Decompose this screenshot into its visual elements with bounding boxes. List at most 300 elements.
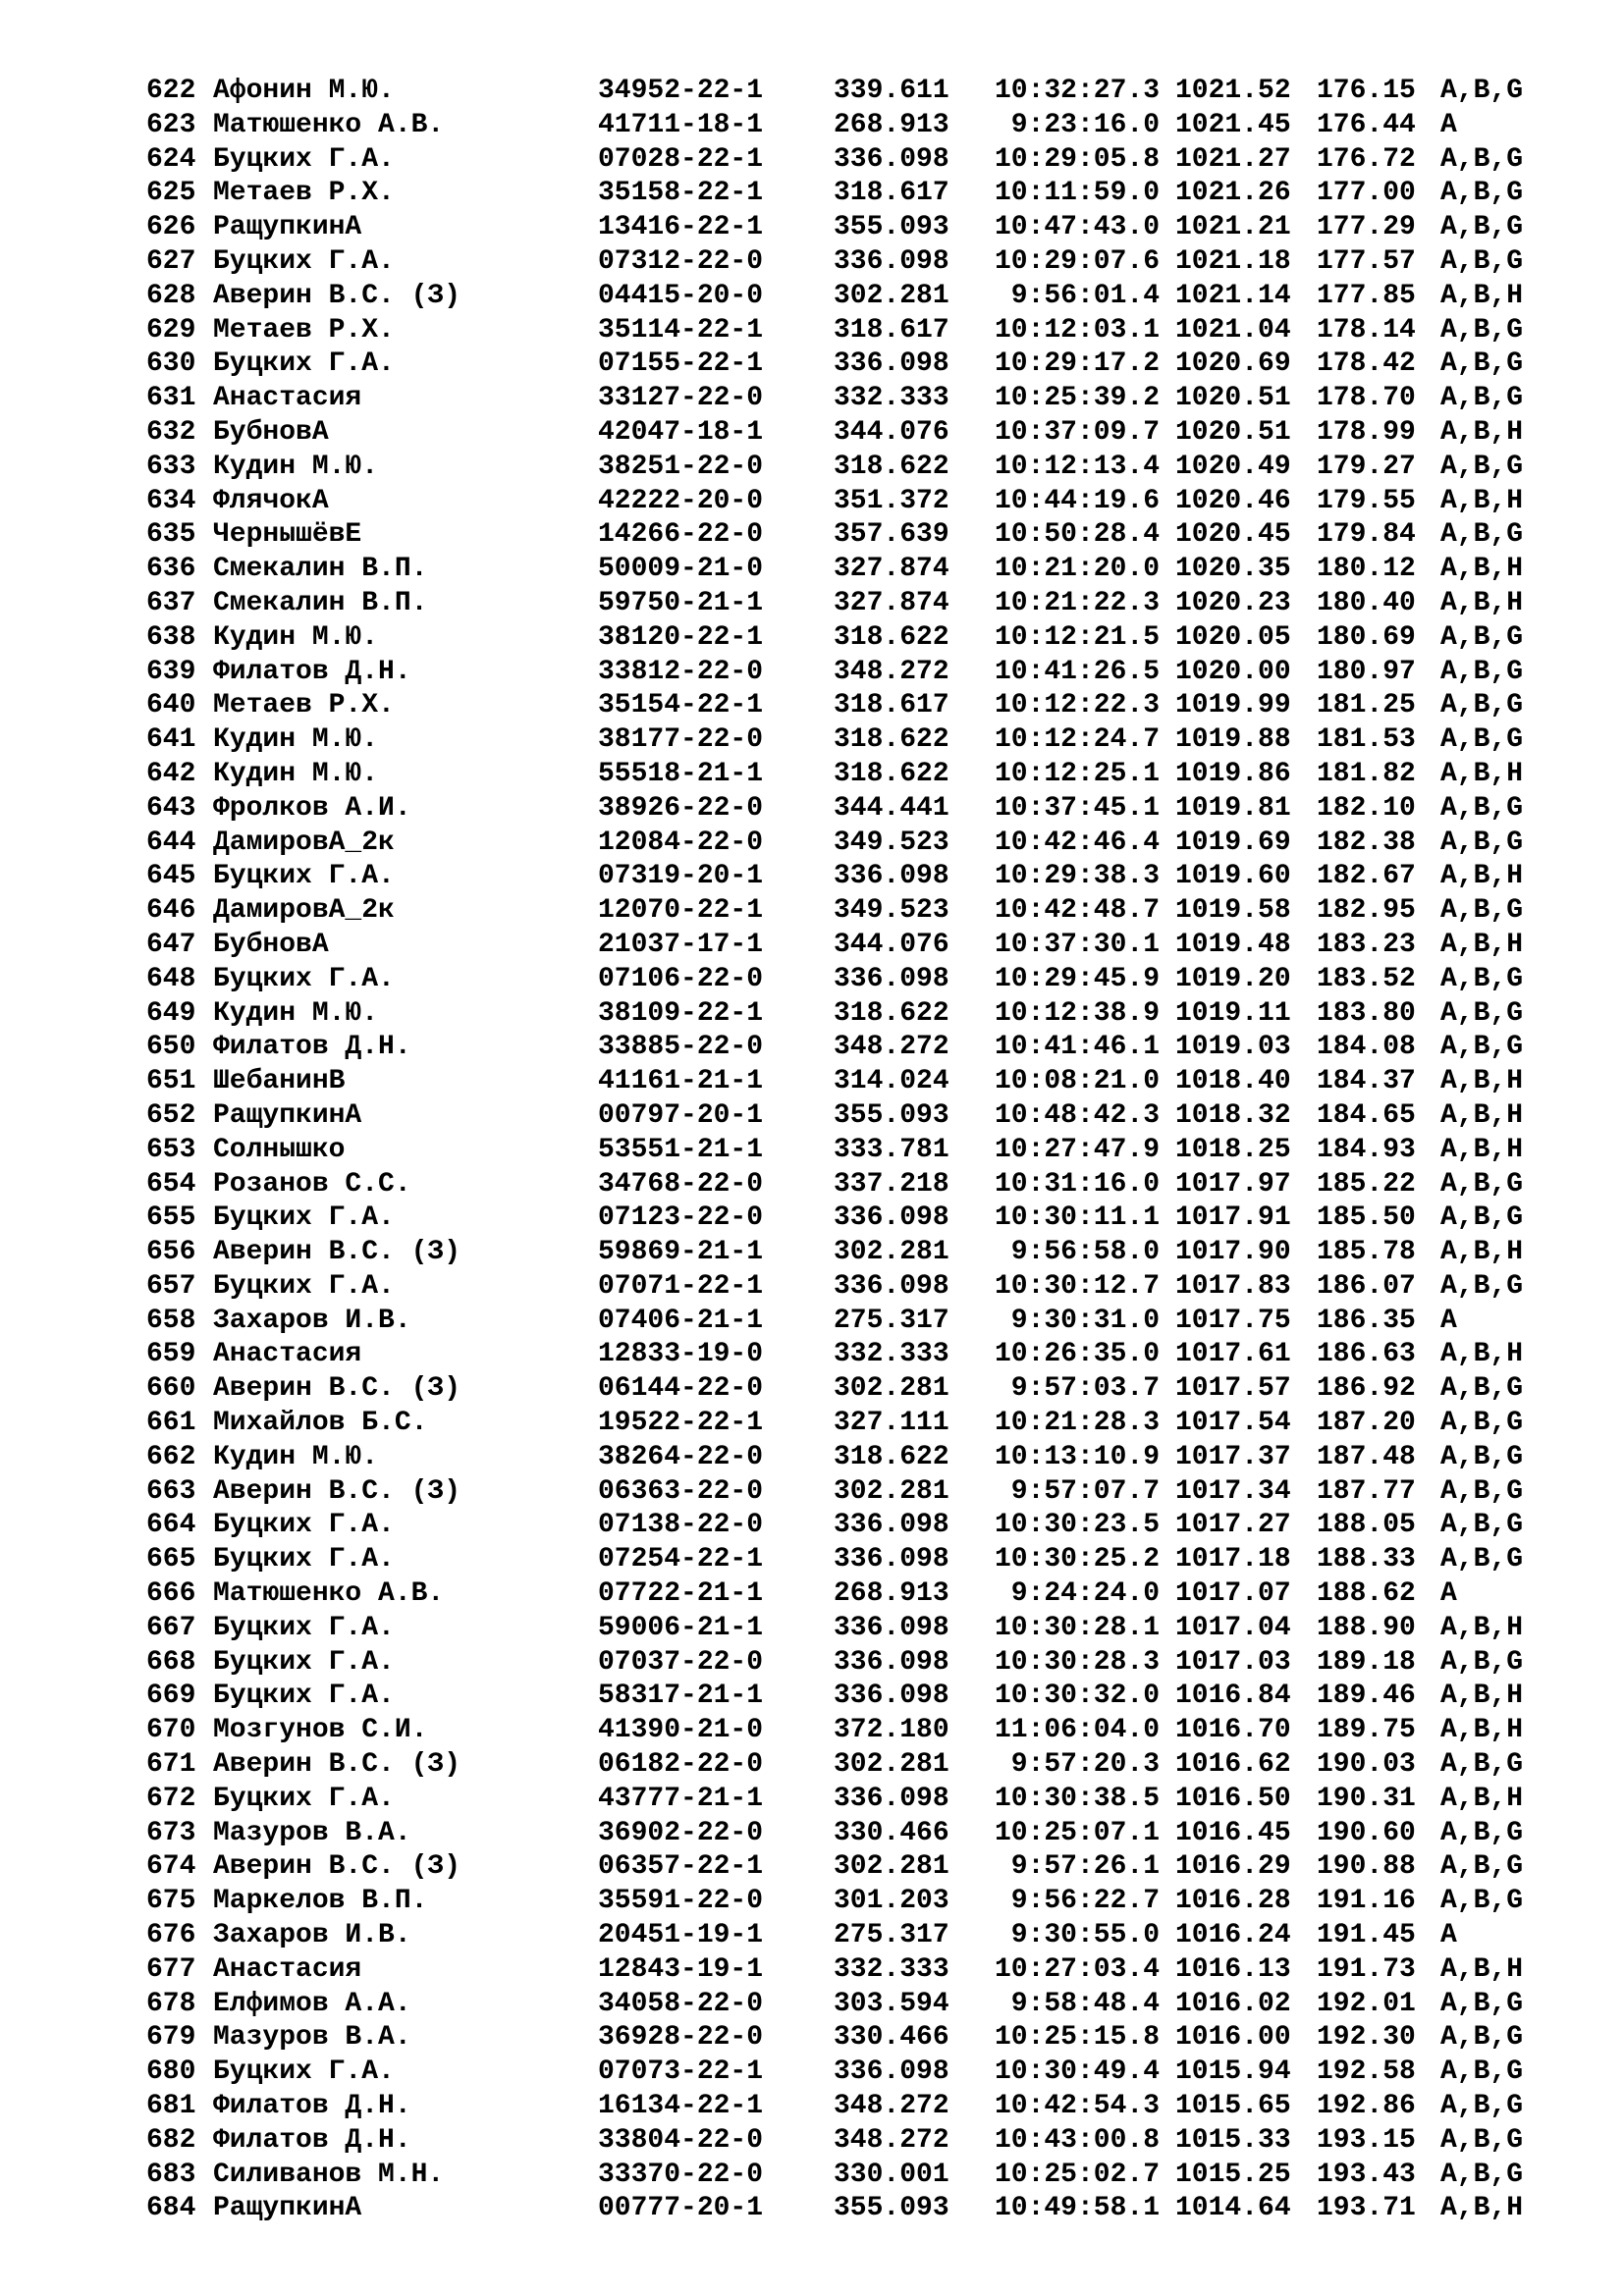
distance-value: 336.098 <box>834 1510 949 1541</box>
fancier-name: Буцких Г.А. <box>213 143 395 175</box>
distance-value: 302.281 <box>834 1475 949 1507</box>
speed-value: 1017.57 <box>1175 1373 1291 1405</box>
place-number: 683 <box>146 2159 196 2190</box>
table-row <box>146 723 1560 758</box>
place-number: 645 <box>146 861 196 892</box>
distance-value: 302.281 <box>834 1851 949 1883</box>
place-number: 659 <box>146 1339 196 1370</box>
arrival-time: 10:44:19.6 <box>994 485 1160 516</box>
place-number: 681 <box>146 2091 196 2122</box>
arrival-time: 9:56:01.4 <box>1010 280 1160 311</box>
coefficient-value: 187.20 <box>1317 1408 1416 1439</box>
prize-lists: A,B,G <box>1440 2091 1524 2122</box>
prize-lists: A <box>1440 109 1457 140</box>
coefficient-value: 178.99 <box>1317 416 1416 448</box>
speed-value: 1018.40 <box>1175 1066 1291 1097</box>
speed-value: 1018.32 <box>1175 1099 1291 1131</box>
coefficient-value: 184.65 <box>1317 1099 1416 1131</box>
ring-number: 00797-20-1 <box>598 1099 764 1131</box>
place-number: 675 <box>146 1886 196 1917</box>
coefficient-value: 189.18 <box>1317 1646 1416 1678</box>
coefficient-value: 191.16 <box>1317 1886 1416 1917</box>
table-row <box>146 894 1560 929</box>
fancier-name: РащупкинА <box>213 2193 362 2224</box>
place-number: 671 <box>146 1749 196 1781</box>
coefficient-value: 176.44 <box>1317 109 1416 140</box>
speed-value: 1019.81 <box>1175 792 1291 824</box>
speed-value: 1017.83 <box>1175 1270 1291 1302</box>
prize-lists: A,B,H <box>1440 1715 1524 1746</box>
place-number: 674 <box>146 1851 196 1883</box>
fancier-name: Буцких Г.А. <box>213 1646 395 1678</box>
distance-value: 336.098 <box>834 1681 949 1712</box>
place-number: 678 <box>146 1988 196 2019</box>
prize-lists: A,B,G <box>1440 792 1524 824</box>
fancier-name: Аверин В.С. (З) <box>213 1237 461 1268</box>
place-number: 646 <box>146 895 196 927</box>
ring-number: 07028-22-1 <box>598 143 764 175</box>
arrival-time: 9:30:31.0 <box>1010 1305 1160 1336</box>
prize-lists: A,B,H <box>1440 554 1524 585</box>
distance-value: 344.076 <box>834 416 949 448</box>
ring-number: 12084-22-0 <box>598 827 764 858</box>
ring-number: 07106-22-0 <box>598 963 764 994</box>
fancier-name: Аверин В.С. (З) <box>213 1373 461 1405</box>
distance-value: 318.622 <box>834 621 949 653</box>
place-number: 668 <box>146 1646 196 1678</box>
place-number: 635 <box>146 519 196 551</box>
arrival-time: 9:23:16.0 <box>1010 109 1160 140</box>
speed-value: 1020.69 <box>1175 348 1291 380</box>
ring-number: 07312-22-0 <box>598 245 764 277</box>
ring-number: 12843-19-1 <box>598 1953 764 1985</box>
prize-lists: A,B,G <box>1440 1510 1524 1541</box>
arrival-time: 10:29:17.2 <box>994 348 1160 380</box>
arrival-time: 10:29:05.8 <box>994 143 1160 175</box>
speed-value: 1017.91 <box>1175 1202 1291 1234</box>
fancier-name: Буцких Г.А. <box>213 861 395 892</box>
place-number: 684 <box>146 2193 196 2224</box>
place-number: 654 <box>146 1168 196 1200</box>
arrival-time: 10:12:22.3 <box>994 690 1160 721</box>
arrival-time: 9:57:20.3 <box>1010 1749 1160 1781</box>
table-row <box>146 109 1560 143</box>
speed-value: 1021.21 <box>1175 212 1291 243</box>
table-row <box>146 143 1560 178</box>
prize-lists: A,B,G <box>1440 76 1524 106</box>
speed-value: 1019.60 <box>1175 861 1291 892</box>
speed-value: 1020.45 <box>1175 519 1291 551</box>
place-number: 670 <box>146 1715 196 1746</box>
distance-value: 349.523 <box>834 827 949 858</box>
table-row <box>146 1031 1560 1065</box>
distance-value: 332.333 <box>834 1953 949 1985</box>
ring-number: 07254-22-1 <box>598 1544 764 1575</box>
table-row <box>146 1441 1560 1475</box>
distance-value: 336.098 <box>834 1646 949 1678</box>
arrival-time: 9:24:24.0 <box>1010 1578 1160 1610</box>
table-row <box>146 1714 1560 1748</box>
ring-number: 06357-22-1 <box>598 1851 764 1883</box>
speed-value: 1016.84 <box>1175 1681 1291 1712</box>
place-number: 644 <box>146 827 196 858</box>
ring-number: 06363-22-0 <box>598 1475 764 1507</box>
fancier-name: Буцких Г.А. <box>213 1270 395 1302</box>
arrival-time: 10:12:03.1 <box>994 314 1160 346</box>
fancier-name: Буцких Г.А. <box>213 348 395 380</box>
ring-number: 38120-22-1 <box>598 621 764 653</box>
coefficient-value: 182.67 <box>1317 861 1416 892</box>
distance-value: 302.281 <box>834 280 949 311</box>
prize-lists: A,B,H <box>1440 1612 1524 1643</box>
ring-number: 35158-22-1 <box>598 178 764 209</box>
table-row <box>146 1783 1560 1817</box>
arrival-time: 10:25:15.8 <box>994 2022 1160 2054</box>
arrival-time: 10:42:54.3 <box>994 2091 1160 2122</box>
coefficient-value: 177.85 <box>1317 280 1416 311</box>
place-number: 652 <box>146 1099 196 1131</box>
fancier-name: Солнышко <box>213 1134 346 1165</box>
coefficient-value: 178.42 <box>1317 348 1416 380</box>
prize-lists: A,B,G <box>1440 2056 1524 2088</box>
ring-number: 07071-22-1 <box>598 1270 764 1302</box>
table-row <box>146 758 1560 792</box>
coefficient-value: 188.62 <box>1317 1578 1416 1610</box>
distance-value: 336.098 <box>834 143 949 175</box>
distance-value: 318.617 <box>834 314 949 346</box>
ring-number: 41161-21-1 <box>598 1066 764 1097</box>
coefficient-value: 178.14 <box>1317 314 1416 346</box>
prize-lists: A,B,G <box>1440 1749 1524 1781</box>
fancier-name: Филатов Д.Н. <box>213 1032 411 1063</box>
prize-lists: A,B,G <box>1440 1817 1524 1848</box>
distance-value: 336.098 <box>834 1612 949 1643</box>
arrival-time: 10:29:07.6 <box>994 245 1160 277</box>
arrival-time: 10:27:03.4 <box>994 1953 1160 1985</box>
place-number: 642 <box>146 758 196 789</box>
prize-lists: A,B,H <box>1440 1339 1524 1370</box>
distance-value: 349.523 <box>834 895 949 927</box>
coefficient-value: 182.38 <box>1317 827 1416 858</box>
coefficient-value: 193.15 <box>1317 2124 1416 2156</box>
place-number: 680 <box>146 2056 196 2088</box>
ring-number: 07319-20-1 <box>598 861 764 892</box>
speed-value: 1016.24 <box>1175 1920 1291 1951</box>
arrival-time: 11:06:04.0 <box>994 1715 1160 1746</box>
arrival-time: 10:30:38.5 <box>994 1783 1160 1814</box>
distance-value: 337.218 <box>834 1168 949 1200</box>
fancier-name: БубновА <box>213 416 329 448</box>
table-row <box>146 2192 1560 2226</box>
place-number: 660 <box>146 1373 196 1405</box>
fancier-name: Силиванов М.Н. <box>213 2159 445 2190</box>
table-row <box>146 689 1560 723</box>
ring-number: 55518-21-1 <box>598 758 764 789</box>
arrival-time: 10:21:20.0 <box>994 554 1160 585</box>
table-row <box>146 2056 1560 2090</box>
prize-lists: A,B,G <box>1440 383 1524 414</box>
prize-lists: A,B,G <box>1440 2159 1524 2190</box>
table-row <box>146 245 1560 280</box>
coefficient-value: 183.52 <box>1317 963 1416 994</box>
speed-value: 1019.86 <box>1175 758 1291 789</box>
table-row <box>146 1407 1560 1441</box>
distance-value: 355.093 <box>834 1099 949 1131</box>
ring-number: 42047-18-1 <box>598 416 764 448</box>
ring-number: 33812-22-0 <box>598 656 764 687</box>
fancier-name: Аверин В.С. (З) <box>213 1749 461 1781</box>
fancier-name: Анастасия <box>213 1953 362 1985</box>
distance-value: 330.466 <box>834 2022 949 2054</box>
coefficient-value: 193.43 <box>1317 2159 1416 2190</box>
prize-lists: A,B,G <box>1440 1168 1524 1200</box>
table-row <box>146 827 1560 861</box>
fancier-name: Буцких Г.А. <box>213 2056 395 2088</box>
ring-number: 33370-22-0 <box>598 2159 764 2190</box>
distance-value: 344.076 <box>834 929 949 960</box>
prize-lists: A,B,G <box>1440 1202 1524 1234</box>
prize-lists: A,B,G <box>1440 656 1524 687</box>
fancier-name: РащупкинА <box>213 1099 362 1131</box>
coefficient-value: 192.86 <box>1317 2091 1416 2122</box>
speed-value: 1021.52 <box>1175 76 1291 106</box>
table-row <box>146 553 1560 587</box>
table-row <box>146 1509 1560 1543</box>
prize-lists: A,B,G <box>1440 519 1524 551</box>
prize-lists: A,B,G <box>1440 1646 1524 1678</box>
prize-lists: A,B,G <box>1440 2022 1524 2054</box>
table-row <box>146 1680 1560 1714</box>
speed-value: 1019.11 <box>1175 997 1291 1029</box>
coefficient-value: 179.55 <box>1317 485 1416 516</box>
table-row <box>146 485 1560 519</box>
prize-lists: A,B,G <box>1440 1270 1524 1302</box>
arrival-time: 10:12:21.5 <box>994 621 1160 653</box>
distance-value: 302.281 <box>834 1749 949 1781</box>
prize-lists: A,B,G <box>1440 1373 1524 1405</box>
coefficient-value: 189.46 <box>1317 1681 1416 1712</box>
fancier-name: Кудин М.Ю. <box>213 724 379 756</box>
distance-value: 336.098 <box>834 1270 949 1302</box>
place-number: 622 <box>146 76 196 106</box>
arrival-time: 9:56:22.7 <box>1010 1886 1160 1917</box>
ring-number: 12070-22-1 <box>598 895 764 927</box>
place-number: 647 <box>146 929 196 960</box>
fancier-name: Буцких Г.А. <box>213 1510 395 1541</box>
arrival-time: 9:57:26.1 <box>1010 1851 1160 1883</box>
place-number: 632 <box>146 416 196 448</box>
fancier-name: ЧернышёвЕ <box>213 519 362 551</box>
coefficient-value: 181.53 <box>1317 724 1416 756</box>
prize-lists: A,B,H <box>1440 1066 1524 1097</box>
fancier-name: РащупкинА <box>213 212 362 243</box>
fancier-name: Кудин М.Ю. <box>213 1441 379 1472</box>
prize-lists: A,B,G <box>1440 2124 1524 2156</box>
speed-value: 1014.64 <box>1175 2193 1291 2224</box>
place-number: 655 <box>146 1202 196 1234</box>
ring-number: 34952-22-1 <box>598 76 764 106</box>
speed-value: 1015.25 <box>1175 2159 1291 2190</box>
arrival-time: 10:29:38.3 <box>994 861 1160 892</box>
prize-lists: A,B,H <box>1440 280 1524 311</box>
place-number: 637 <box>146 587 196 618</box>
table-row <box>146 1953 1560 1988</box>
speed-value: 1019.58 <box>1175 895 1291 927</box>
place-number: 625 <box>146 178 196 209</box>
prize-lists: A,B,H <box>1440 1783 1524 1814</box>
arrival-time: 10:30:28.1 <box>994 1612 1160 1643</box>
ring-number: 38177-22-0 <box>598 724 764 756</box>
fancier-name: Мазуров В.А. <box>213 2022 411 2054</box>
ring-number: 04415-20-0 <box>598 280 764 311</box>
distance-value: 336.098 <box>834 861 949 892</box>
ring-number: 38264-22-0 <box>598 1441 764 1472</box>
arrival-time: 10:37:45.1 <box>994 792 1160 824</box>
fancier-name: Буцких Г.А. <box>213 1681 395 1712</box>
ring-number: 38109-22-1 <box>598 997 764 1029</box>
arrival-time: 10:13:10.9 <box>994 1441 1160 1472</box>
fancier-name: БубновА <box>213 929 329 960</box>
arrival-time: 10:25:02.7 <box>994 2159 1160 2190</box>
place-number: 643 <box>146 792 196 824</box>
coefficient-value: 186.35 <box>1317 1305 1416 1336</box>
place-number: 657 <box>146 1270 196 1302</box>
arrival-time: 10:30:11.1 <box>994 1202 1160 1234</box>
table-row <box>146 1646 1560 1681</box>
arrival-time: 10:12:25.1 <box>994 758 1160 789</box>
table-row <box>146 416 1560 451</box>
fancier-name: Захаров И.В. <box>213 1920 411 1951</box>
distance-value: 336.098 <box>834 1544 949 1575</box>
speed-value: 1019.48 <box>1175 929 1291 960</box>
arrival-time: 10:31:16.0 <box>994 1168 1160 1200</box>
speed-value: 1020.23 <box>1175 587 1291 618</box>
ring-number: 07155-22-1 <box>598 348 764 380</box>
speed-value: 1016.62 <box>1175 1749 1291 1781</box>
fancier-name: Мазуров В.А. <box>213 1817 411 1848</box>
prize-lists: A,B,H <box>1440 758 1524 789</box>
ring-number: 07037-22-0 <box>598 1646 764 1678</box>
ring-number: 59750-21-1 <box>598 587 764 618</box>
coefficient-value: 183.80 <box>1317 997 1416 1029</box>
ring-number: 41711-18-1 <box>598 109 764 140</box>
coefficient-value: 179.27 <box>1317 451 1416 482</box>
speed-value: 1020.51 <box>1175 416 1291 448</box>
coefficient-value: 186.63 <box>1317 1339 1416 1370</box>
coefficient-value: 180.69 <box>1317 621 1416 653</box>
prize-lists: A <box>1440 1920 1457 1951</box>
place-number: 633 <box>146 451 196 482</box>
ring-number: 36928-22-0 <box>598 2022 764 2054</box>
speed-value: 1017.34 <box>1175 1475 1291 1507</box>
place-number: 648 <box>146 963 196 994</box>
speed-value: 1021.04 <box>1175 314 1291 346</box>
prize-lists: A,B,G <box>1440 1988 1524 2019</box>
distance-value: 327.874 <box>834 587 949 618</box>
speed-value: 1017.61 <box>1175 1339 1291 1370</box>
prize-lists: A,B,H <box>1440 1681 1524 1712</box>
distance-value: 372.180 <box>834 1715 949 1746</box>
distance-value: 333.781 <box>834 1134 949 1165</box>
speed-value: 1016.29 <box>1175 1851 1291 1883</box>
speed-value: 1015.33 <box>1175 2124 1291 2156</box>
coefficient-value: 190.88 <box>1317 1851 1416 1883</box>
arrival-time: 10:25:39.2 <box>994 383 1160 414</box>
place-number: 626 <box>146 212 196 243</box>
fancier-name: Метаев Р.Х. <box>213 314 395 346</box>
distance-value: 357.639 <box>834 519 949 551</box>
distance-value: 351.372 <box>834 485 949 516</box>
speed-value: 1020.46 <box>1175 485 1291 516</box>
prize-lists: A,B,G <box>1440 1475 1524 1507</box>
prize-lists: A,B,G <box>1440 997 1524 1029</box>
place-number: 663 <box>146 1475 196 1507</box>
fancier-name: Метаев Р.Х. <box>213 178 395 209</box>
coefficient-value: 180.12 <box>1317 554 1416 585</box>
coefficient-value: 183.23 <box>1317 929 1416 960</box>
table-row <box>146 1236 1560 1270</box>
ring-number: 07073-22-1 <box>598 2056 764 2088</box>
speed-value: 1017.18 <box>1175 1544 1291 1575</box>
speed-value: 1016.00 <box>1175 2022 1291 2054</box>
fancier-name: ДамировА_2к <box>213 895 395 927</box>
table-row <box>146 2159 1560 2193</box>
place-number: 658 <box>146 1305 196 1336</box>
arrival-time: 10:21:22.3 <box>994 587 1160 618</box>
prize-lists: A,B,G <box>1440 143 1524 175</box>
arrival-time: 10:26:35.0 <box>994 1339 1160 1370</box>
speed-value: 1017.04 <box>1175 1612 1291 1643</box>
distance-value: 318.622 <box>834 997 949 1029</box>
table-row <box>146 1201 1560 1236</box>
arrival-time: 10:08:21.0 <box>994 1066 1160 1097</box>
ring-number: 59869-21-1 <box>598 1237 764 1268</box>
coefficient-value: 185.78 <box>1317 1237 1416 1268</box>
fancier-name: Буцких Г.А. <box>213 963 395 994</box>
place-number: 636 <box>146 554 196 585</box>
prize-lists: A,B,H <box>1440 587 1524 618</box>
place-number: 679 <box>146 2022 196 2054</box>
table-row <box>146 1134 1560 1168</box>
coefficient-value: 182.95 <box>1317 895 1416 927</box>
prize-lists: A,B,G <box>1440 451 1524 482</box>
arrival-time: 9:57:07.7 <box>1010 1475 1160 1507</box>
table-row <box>146 1577 1560 1612</box>
coefficient-value: 188.33 <box>1317 1544 1416 1575</box>
table-row <box>146 963 1560 997</box>
arrival-time: 9:56:58.0 <box>1010 1237 1160 1268</box>
coefficient-value: 188.05 <box>1317 1510 1416 1541</box>
ring-number: 34768-22-0 <box>598 1168 764 1200</box>
ring-number: 43777-21-1 <box>598 1783 764 1814</box>
distance-value: 336.098 <box>834 245 949 277</box>
fancier-name: Буцких Г.А. <box>213 245 395 277</box>
table-row <box>146 280 1560 314</box>
fancier-name: ДамировА_2к <box>213 827 395 858</box>
ring-number: 16134-22-1 <box>598 2091 764 2122</box>
ring-number: 33804-22-0 <box>598 2124 764 2156</box>
arrival-time: 10:30:25.2 <box>994 1544 1160 1575</box>
table-row <box>146 1475 1560 1510</box>
speed-value: 1018.25 <box>1175 1134 1291 1165</box>
distance-value: 268.913 <box>834 1578 949 1610</box>
table-row <box>146 1885 1560 1919</box>
ring-number: 35114-22-1 <box>598 314 764 346</box>
coefficient-value: 185.22 <box>1317 1168 1416 1200</box>
ring-number: 33127-22-0 <box>598 383 764 414</box>
place-number: 665 <box>146 1544 196 1575</box>
prize-lists: A <box>1440 1578 1457 1610</box>
